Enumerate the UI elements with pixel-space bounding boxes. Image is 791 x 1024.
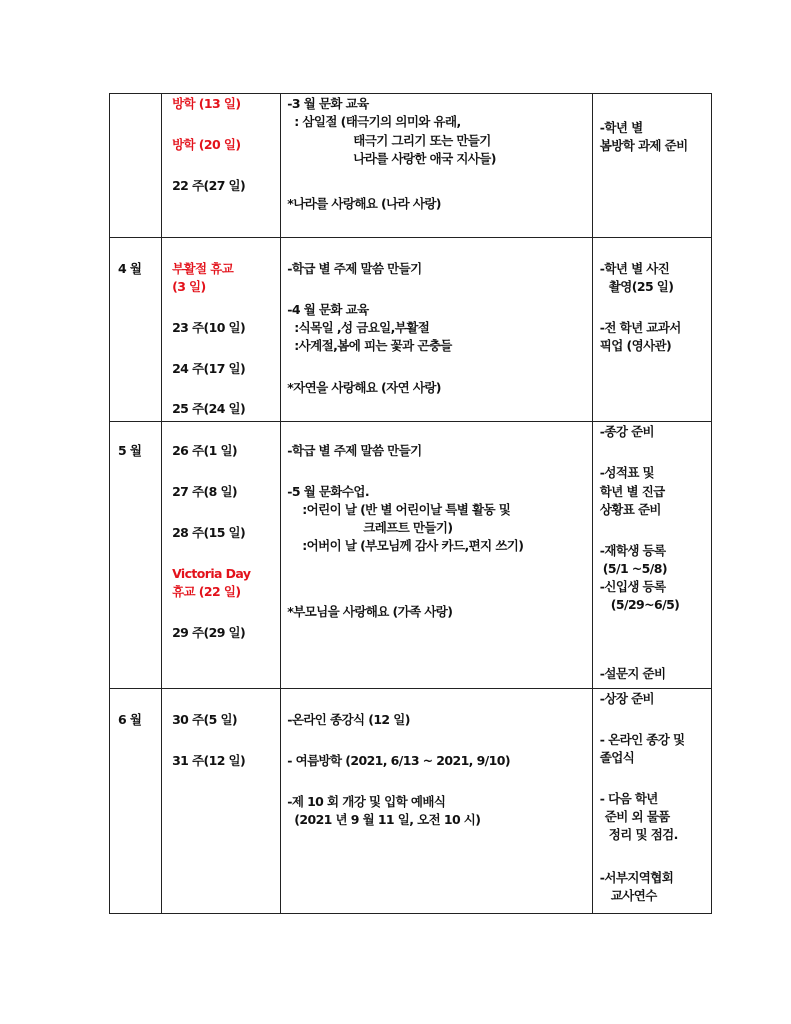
note-line: -전 학년 교과서 bbox=[599, 320, 681, 335]
activity-line: (2021 년 9 월 11 일, 오전 10 시) bbox=[294, 812, 481, 827]
note-line: 졸업식 bbox=[599, 750, 635, 765]
activity-motto: *부모님을 사랑해요 (가족 사랑) bbox=[287, 604, 453, 619]
notes-cell bbox=[592, 238, 711, 422]
month-cell bbox=[110, 689, 162, 914]
activity-motto: *자연을 사랑해요 (자연 사랑) bbox=[287, 380, 441, 395]
activity-line: 크레프트 만들기) bbox=[363, 520, 453, 535]
activity-line: :어린이 날 (반 별 어린이날 특별 활동 및 bbox=[302, 502, 511, 517]
note-line: 학년 별 진급 bbox=[599, 484, 665, 499]
notes-cell bbox=[592, 689, 711, 914]
month-cell bbox=[110, 422, 162, 689]
note-line: (5/1 ~5/8) bbox=[602, 561, 667, 576]
note-line: -상장 준비 bbox=[599, 691, 655, 706]
note-line: -성적표 및 bbox=[599, 465, 655, 480]
activity-line: 나라를 사랑한 애국 지사들) bbox=[353, 151, 496, 166]
month-label: 5 월 bbox=[118, 443, 142, 458]
table-row-june bbox=[110, 689, 712, 914]
note-line: -종강 준비 bbox=[599, 424, 655, 439]
notes-cell bbox=[592, 94, 711, 238]
month-label: 4 월 bbox=[118, 261, 142, 276]
activity-line: 태극기 그리기 또는 만들기 bbox=[353, 133, 491, 148]
week-entry: 23 주(10 일) bbox=[172, 320, 246, 335]
activity-line: :사계절,봄에 피는 꽃과 곤충들 bbox=[294, 338, 452, 353]
note-line: 상황표 준비 bbox=[599, 502, 661, 517]
table-row-may bbox=[110, 422, 712, 689]
activity-motto: *나라를 사랑해요 (나라 사랑) bbox=[287, 196, 441, 211]
activity-line: : 삼일절 (태극기의 의미와 유래, bbox=[294, 114, 461, 129]
activity-line: -5 월 문화수업. bbox=[287, 484, 369, 499]
week-entry-holiday: (3 일) bbox=[172, 279, 206, 294]
activity-line: - 여름방학 (2021, 6/13 ~ 2021, 9/10) bbox=[287, 753, 510, 768]
note-line: 봄방학 과제 준비 bbox=[599, 138, 688, 153]
note-line: -서부지역협회 bbox=[599, 870, 674, 885]
activities-cell bbox=[281, 422, 593, 689]
note-line: 준비 외 물품 bbox=[604, 809, 670, 824]
activity-line: -제 10 회 개강 및 입학 예배식 bbox=[287, 794, 446, 809]
weeks-cell bbox=[162, 94, 281, 238]
activity-line: -4 월 문화 교육 bbox=[287, 302, 369, 317]
note-line: - 다음 학년 bbox=[599, 791, 658, 806]
note-line: (5/29~6/5) bbox=[610, 597, 680, 612]
activities-cell bbox=[281, 689, 593, 914]
table-row-march bbox=[110, 94, 712, 238]
note-line: - 온라인 종강 및 bbox=[599, 732, 685, 747]
note-line: -재학생 등록 bbox=[599, 543, 666, 558]
activity-line: :식목일 ,성 금요일,부활절 bbox=[294, 320, 430, 335]
week-entry: 22 주(27 일) bbox=[172, 178, 246, 193]
note-line: -학년 별 bbox=[599, 120, 643, 135]
note-line: 교사연수 bbox=[610, 888, 657, 903]
weeks-cell bbox=[162, 422, 281, 689]
activities-cell bbox=[281, 238, 593, 422]
activity-line: -학급 별 주제 말씀 만들기 bbox=[287, 443, 422, 458]
week-entry: 31 주(12 일) bbox=[172, 753, 246, 768]
week-entry: 30 주(5 일) bbox=[172, 712, 238, 727]
week-entry-holiday: Victoria Day bbox=[172, 566, 251, 581]
note-line: -학년 별 사진 bbox=[599, 261, 670, 276]
activities-cell bbox=[281, 94, 593, 238]
note-line: 정리 및 점검. bbox=[608, 827, 678, 842]
week-entry: 29 주(29 일) bbox=[172, 625, 246, 640]
table-row-april bbox=[110, 238, 712, 422]
week-entry: 28 주(15 일) bbox=[172, 525, 246, 540]
activity-line: :어버이 날 (부모님께 감사 카드,편지 쓰기) bbox=[302, 538, 524, 553]
schedule-table bbox=[109, 93, 712, 914]
week-entry-holiday: 방학 (20 일) bbox=[172, 137, 241, 152]
note-line: -신입생 등록 bbox=[599, 579, 666, 594]
note-line: -설문지 준비 bbox=[599, 666, 666, 681]
month-label: 6 월 bbox=[118, 712, 142, 727]
month-cell bbox=[110, 238, 162, 422]
week-entry-holiday: 휴교 (22 일) bbox=[172, 584, 241, 599]
week-entry: 26 주(1 일) bbox=[172, 443, 238, 458]
week-entry: 24 주(17 일) bbox=[172, 361, 246, 376]
note-line: 픽업 (영사관) bbox=[599, 338, 672, 353]
week-entry-holiday: 부활절 휴교 bbox=[172, 261, 234, 276]
note-line: 촬영(25 일) bbox=[608, 279, 674, 294]
week-entry-holiday: 방학 (13 일) bbox=[172, 96, 241, 111]
activity-line: -온라인 종강식 (12 일) bbox=[287, 712, 410, 727]
activity-line: -3 월 문화 교육 bbox=[287, 96, 369, 111]
activity-line: -학급 별 주제 말씀 만들기 bbox=[287, 261, 422, 276]
weeks-cell bbox=[162, 689, 281, 914]
week-entry: 25 주(24 일) bbox=[172, 401, 246, 416]
notes-cell bbox=[592, 422, 711, 689]
weeks-cell bbox=[162, 238, 281, 422]
month-cell bbox=[110, 94, 162, 238]
week-entry: 27 주(8 일) bbox=[172, 484, 238, 499]
